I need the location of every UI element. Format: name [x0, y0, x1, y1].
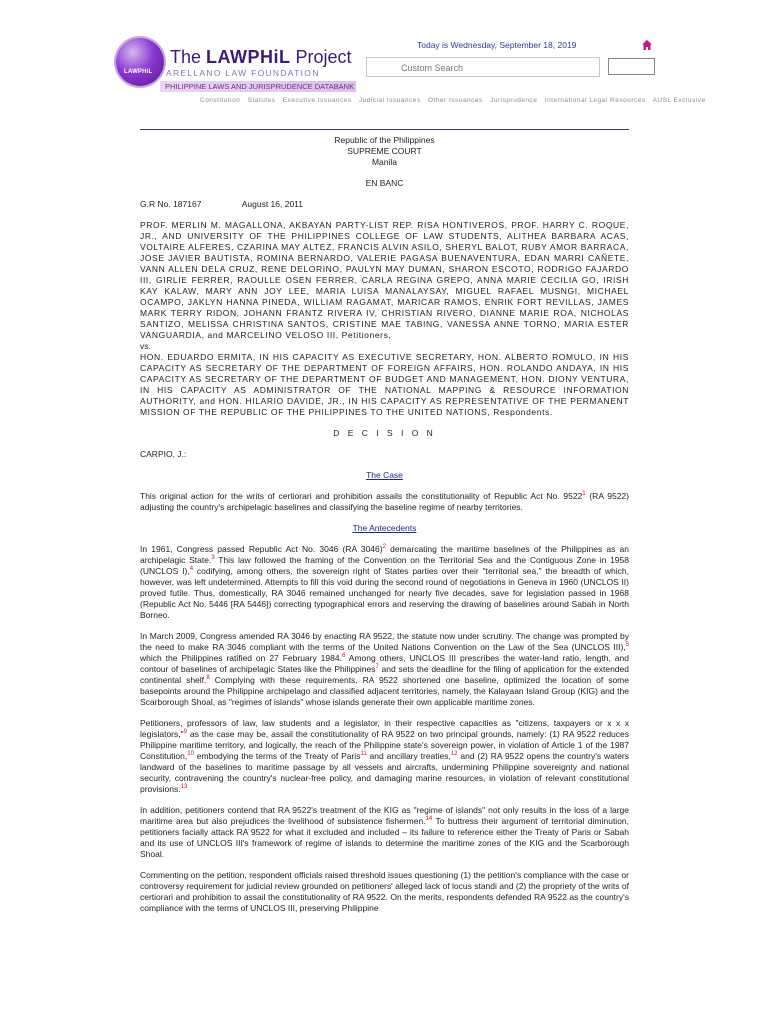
paragraph-5: In addition, petitioners contend that RA 9522's treatment of the KIG as "regime of islands" not only results in the loss of a large maritime area but also prejudices the livelihood of subsistence fishermen.$^{14}$ To buttress their argument of territorial diminution, petitioners facially attack RA 9522 for what it excluded and included – its failure to reference either the Treaty of Paris or Sabah and its use of UNCLOS III's framework of regime of islands to determine the maritime zones of the KIG and the Scarborough Shoal. [140, 805, 630, 859]
decision-date: August 16, 2011 [241, 199, 303, 209]
footnote-6[interactable]: 6 [341, 653, 346, 660]
footnote-14[interactable]: 14 [425, 816, 433, 823]
site-header [0, 0, 768, 115]
footnote-10[interactable]: 10 [187, 751, 194, 758]
decision-document [140, 135, 629, 914]
petitioners: PROF. MERLIN M. MAGALLONA, AKBAYAN PARTY-LIST REP. RISA HONTIVEROS, PROF. HARRY C. ROQUE, JR., AND UNIVERSITY OF THE PHILIPPINES COLLEGE OF LAW STUDENTS, ALITHEA BARBARA ACAS, VOLTAIRE ALFERES, CZARINA MAY ALTEZ, FRANCIS ALVIN ASILO, SHERYL BALOT, RUBY AMOR BARRACA, JOSE JAVIER BAUTISTA, ROMINA BERNARDO, VALERIE PAGASA BUENAVENTURA, EDAN MARRI CAÑETE, VANN ALLEN DELA CRUZ, RENE DELORINO, PAULYN MAY DUMAN, SHARON ESCOTO, RODRIGO FAJARDO III, GIRLIE FERRER, RAOULLE OSEN FERRER, CARLA REGINA GREPO, ANNA MARIE CECILIA GO, IRISH KAY KALAW, MARY ANN JOY LEE, MARIA LUISA MANALAYSAY, MIGUEL RAFAEL MUSNGI, MICHAEL OCAMPO, JAKLYN HANNA PINEDA, WILLIAM RAGAMAT, MARICAR RAMOS, ENRIK FORT REVILLAS, JAMES MARK TERRY RIDON, JOHANN FRANTZ RIVERA IV, CHRISTIAN RIVERO, DIANNE MARIE ROA, NICHOLAS SANTIZO, MELISSA CHRISTINA SANTOS, CRISTINE MAE TABING, VANESSA ANNE TORNO, MARIA ESTER VANGUARDIA, and MARCELINO VELOSO III, Petitioners, [140, 220, 629, 340]
case-number-line [140, 199, 629, 210]
section-the-case[interactable]: The Case [366, 470, 403, 480]
footnote-5[interactable]: 5 [625, 642, 629, 649]
tagline: PHILIPPINE LAWS AND JURISPRUDENCE DATABANK [165, 82, 355, 91]
logo-text: LAWPHiL [124, 69, 153, 75]
ponente: CARPIO, J.: [140, 449, 187, 459]
paragraph-2: In 1961, Congress passed Republic Act No. 3046 (RA 3046)$^2$ demarcating the maritime baselines of the Philippines as an archipelagic State.$^3$ This law followed the framing of the Convention on the Territorial Sea and the Contiguous Zone in 1958 (UNCLOS I),$^4$ codifying, among others, the sovereign right of States parties over their "territorial sea," the breadth of which, however, was left undetermined. Attempts to fill this void during the second round of negotiations in Geneva in 1960 (UNCLOS II) proved futile. Thus, domestically, RA 3046 remained unchanged for nearly five decades, save for legislation passed in 1968 (Republic Act No. 5446 [RA 5446]) correcting typographical errors and reserving the drawing of baselines around Sabah in North Borneo. [140, 544, 630, 620]
footnote-7[interactable]: 7 [375, 664, 379, 671]
republic-heading: Republic of the Philippines [334, 135, 435, 145]
city-heading: Manila [371, 157, 398, 167]
footnote-9[interactable]: 9 [183, 729, 187, 736]
search-box [366, 57, 600, 77]
paragraph-1: This original action for the writs of certiorari and prohibition assails the constitutionality of Republic Act No. 9522$^1$ (RA 9522) adjusting the country's archipelagic baselines and classifying the baseline regime of nearby territories. [140, 491, 629, 512]
footnote-3[interactable]: 3 [211, 555, 215, 562]
nav-statutes[interactable]: Statutes [247, 97, 276, 104]
nav-international-legal-resources[interactable]: International Legal Resources [544, 97, 646, 104]
footnote-13[interactable]: 13 [180, 784, 188, 791]
nav-constitution[interactable]: Constitution [200, 97, 241, 104]
footnote-12[interactable]: 12 [450, 751, 458, 758]
search-button[interactable] [608, 58, 655, 75]
footnote-4[interactable]: 4 [189, 566, 194, 573]
brand-suffix: Project [290, 47, 352, 67]
division-heading: EN BANC [365, 178, 404, 188]
today-date: Today is Wednesday, September 18, 2019 [417, 40, 577, 50]
nav-executive-issuances[interactable]: Executive Issuances [282, 97, 352, 104]
footnote-8[interactable]: 8 [206, 675, 210, 682]
brand-prefix: The [170, 47, 207, 67]
main-nav [200, 97, 711, 104]
header-divider [140, 129, 629, 130]
court-heading: SUPREME COURT [347, 146, 422, 156]
nav-ausl-exclusive[interactable]: AUSL Exclusive [652, 97, 706, 104]
footnote-1[interactable]: 1 [582, 491, 586, 498]
paragraph-4: Petitioners, professors of law, law students and a legislator, in their respective capacities as "citizens, taxpayers or x x x legislators,"$^9$ as the case may be, assail the constitutionality of RA 9522 on two principal grounds, namely: (1) RA 9522 reduces Philippine maritime territory, and logically, the reach of the Philippine state's sovereign power, in violation of Article 1 of the 1987 Constitution,$^{10}$ embodying the terms of the Treaty of Paris$^{11}$ and ancillary treaties,$^{12}$ and (2) RA 9522 opens the country's waters landward of the baselines to maritime passage by all vessels and aircrafts, undermining Philippine sovereignty and national security, contravening the country's nuclear-free policy, and damaging marine resources, in violation of relevant constitutional provisions.$^{13}$ [140, 718, 630, 794]
paragraph-3: In March 2009, Congress amended RA 3046 by enacting RA 9522, the statute now under scrutiny. The change was prompted by the need to make RA 3046 compliant with the terms of the United Nations Convention on the Law of the Sea (UNCLOS III),$^5$ which the Philippines ratified on 27 February 1984.$^6$ Among others, UNCLOS III prescribes the water-land ratio, length, and contour of baselines of archipelagic States like the Philippines$^7$ and sets the deadline for the filing of application for the extended continental shelf.$^8$ Complying with these requirements, RA 9522 shortened one baseline, optimized the location of some basepoints around the Philippine archipelago and classified adjacent territories, namely, the Kalayaan Island Group (KIG) and the Scarborough Shoal, as "regimes of islands" whose islands generate their own applicable maritime zones. [140, 631, 629, 707]
versus: vs. [140, 341, 151, 351]
paragraph-6: Commenting on the petition, respondent officials raised threshold issues questioning (1) the petition's compliance with the case or controversy requirement for judicial review grounded on petitioners' alleged lack of locus standi and (2) the propriety of the writs of certiorari and prohibition to assail the constitutionality of RA 9522. On the merits, respondents defended RA 9522 as the country's compliance with the terms of UNCLOS III, preserving Philippine [140, 870, 629, 913]
nav-other-issuances[interactable]: Other Issuances [427, 97, 483, 104]
decision-heading: D E C I S I O N [333, 428, 436, 438]
gr-number: G.R No. 187167 [140, 199, 202, 209]
section-antecedents[interactable]: The Antecedents [352, 523, 417, 533]
lawphil-logo[interactable] [116, 38, 164, 86]
respondents: HON. EDUARDO ERMITA, IN HIS CAPACITY AS EXECUTIVE SECRETARY, HON. ALBERTO ROMULO, IN HIS CAPACITY AS SECRETARY OF THE DEPARTMENT OF FOREIGN AFFAIRS, HON. ROLANDO ANDAYA, IN HIS CAPACITY AS SECRETARY OF THE DEPARTMENT OF BUDGET AND MANAGEMENT, HON. DIONY VENTURA, IN HIS CAPACITY AS ADMINISTRATOR OF THE NATIONAL MAPPING & RESOURCE INFORMATION AUTHORITY, and HON. HILARIO DAVIDE, JR., IN HIS CAPACITY AS REPRESENTATIVE OF THE PERMANENT MISSION OF THE REPUBLIC OF THE PHILIPPINES TO THE UNITED NATIONS, Respondents. [140, 352, 629, 417]
footnote-2[interactable]: 2 [382, 544, 386, 551]
brand-name: LAWPHiL [206, 47, 291, 67]
footnote-11[interactable]: 11 [360, 751, 367, 758]
nav-jurisprudence[interactable]: Jurisprudence [490, 97, 538, 104]
brand-title[interactable] [170, 47, 352, 68]
foundation-name: ARELLANO LAW FOUNDATION [166, 68, 320, 78]
home-icon[interactable] [641, 39, 653, 51]
nav-judicial-issuances[interactable]: Judicial Issuances [358, 97, 421, 104]
search-input[interactable] [401, 60, 621, 76]
